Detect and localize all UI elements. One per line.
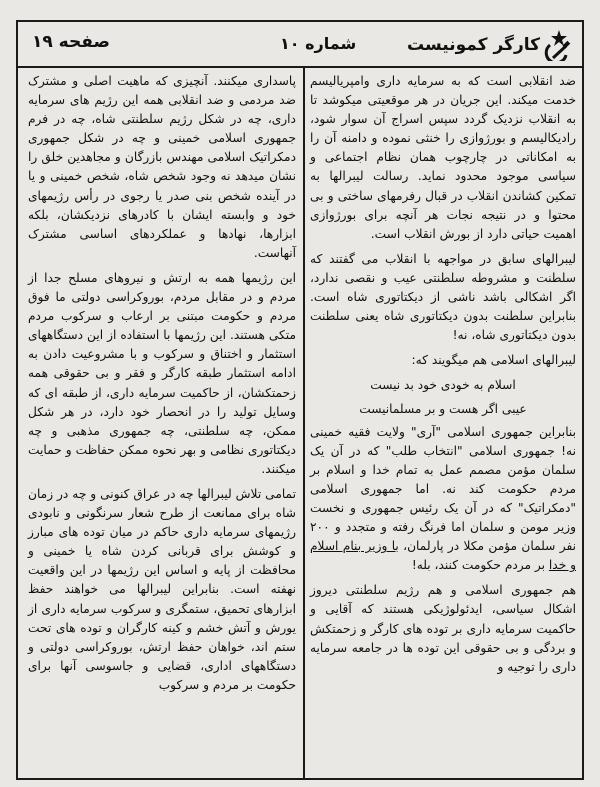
underlined-text: با وزیر بنام اسلام و خدا — [310, 539, 576, 573]
page-number: صفحه ۱۹ — [32, 32, 110, 52]
issue-number: شماره ۱۰ — [280, 34, 357, 53]
paragraph — [310, 423, 576, 576]
paragraph: هم جمهوری اسلامی و هم رژیم سلطنتی دیروز اشکال سیاسی، ایدئولوژیکی هستند که آقایی و حاکمیت سرمایه داری بر توده های کارگر و زحمتکش و بردگی و بی حقوقی این توده ها در جامعه سرمایه داری را توجیه و — [310, 583, 576, 674]
verse-line: اسلام به خودی خود بد نیست — [370, 378, 516, 393]
paragraph: لیبرالهای اسلامی هم میگویند که: — [411, 353, 576, 368]
paragraph: لیبرالهای سابق در مواجهه با انقلاب می گفتند که سلطنت و مشروطه سلطنتی عیب و نقصی ندارد، اگر اشکالی باشد ناشی از دیکتاتوری شاه است. بنابراین سلطنت بدون دیکتاتوری شاه یعنی سلطنت بدون دیکتاتوری شاه، نه! — [310, 251, 576, 343]
brand — [407, 28, 574, 62]
masthead — [18, 22, 582, 68]
paragraph: ضد انقلابی است که به سرمایه داری وامپریالیسم خدمت میکند. این جریان در هر موقعیتی میکوشد تا به انقلاب نزدیک گردد سپس اسراج آن سوار شود، رادیکالیسم و بورژوازی را خنثی نموده و دامنه آن را به امکاناتی در چارچوب همان نظام اجتماعی و سیاسی موجود محدود نماید. رسالت لیبرالها به تمکین کشاندن انقلاب در قبال رفرمهای ساختی و بی محتوا و در نتیجه نجات هر آنچه برای بورژوازی اهمیت حیاتی دارد از بورش انقلاب است. — [310, 74, 576, 241]
paragraph: پاسداری میکنند. آنچیزی که ماهیت اصلی و مشترک ضد مردمی و ضد انقلابی همه این رژیم های سرمایه داری، چه در شکل رژیم سلطنتی شاه، چه در فرم جمهوری اسلامی خمینی و چه در شکل جمهوری دمکراتیک اسلامی مهندس بازرگان و مجاهدین خلق را نشان میدهد نه وجود شخص شاه، شخص خمینی و یا در آینده شخص بنی صدر یا رجوی در رأس رژیمهای خود و وابسته ایشان با کادرهای نزدیکشان، بلکه ابزارها، نهادها و عملکردهای اساسی مشترک آنهاست. — [28, 74, 296, 260]
hammer-sickle-star-icon — [544, 29, 574, 61]
paragraph-text: بر مردم حکومت کنند، بله! — [411, 558, 546, 573]
page-frame — [16, 20, 584, 780]
left-column — [22, 68, 302, 778]
right-column — [306, 68, 582, 778]
verse-line: عیبی اگر هست و بر مسلمانیست — [359, 401, 527, 416]
paragraph: این رژیمها همه به ارتش و نیروهای مسلح جدا از مردم و در مقابل مردم، بوروکراسی دولتی ما فوق مردم و حکومت مبتنی بر ارعاب و سرکوب مردم متکی هستند. این رژیمها با استفاده از این دستگاههای استثمار و اختناق و سرکوب و با مشروعیت دادن به ادامه استثمار طبقه کارگر و فقر و بی حقوقی همه زحمتکشان، از حاکمیت سرمایه داری، از طبقه ای که وسایل تولید را در انحصار خود دارد، در هر شکل ممکن، چه سلطنتی، چه جمهوری مذهبی و چه دیکتاتوری نظامی و بهر نحوه ممکن حفاظت و حمایت میکنند. — [28, 270, 296, 476]
column-divider — [303, 68, 305, 778]
paragraph-text: بنابراین جمهوری اسلامی "آری" ولایت فقیه خمینی نه! جمهوری اسلامی "انتخاب طلب" که در آن یک سلمان مؤمن مصمم عمل به تمام خدا و اسلام بر مردم حکومت کند نه. اما جمهوری اسلامی "دمکراتیک" که در آن یک رئیس جمهوری و نخست وزیر مومن و سلمان اما فرنگ رفته و متجدد و ۲۰۰ نفر سلمان مؤمن مکلا در پارلمان، — [310, 424, 576, 554]
paragraph: تمامی تلاش لیبرالها چه در عراق کنونی و چه در زمان شاه برای ممانعت از طرح شعار سرنگونی و نابودی رژیمهای سرمایه داری حاکم در میان توده های مبارز و کوشش برای قربانی کردن شاه یا خمینی و محافظت از پایه و اساس این رژیمها در این واقعیت نهفته است. بنابراین لیبرالها می خواهند حفظ ابزارهای تحمیق، ستمگری و سرکوب سرمایه داری از یورش و آتش خشم و کینه کارگران و توده های تحت ستم اند، خواهان حفظ ارتش، بوروکراسی دولتی و دستگاههای اداری، قضایی و جاسوسی آنها برای حکومت بر مردم و سرکوب — [28, 486, 296, 692]
publication-title: کارگر کمونیست — [407, 35, 540, 55]
